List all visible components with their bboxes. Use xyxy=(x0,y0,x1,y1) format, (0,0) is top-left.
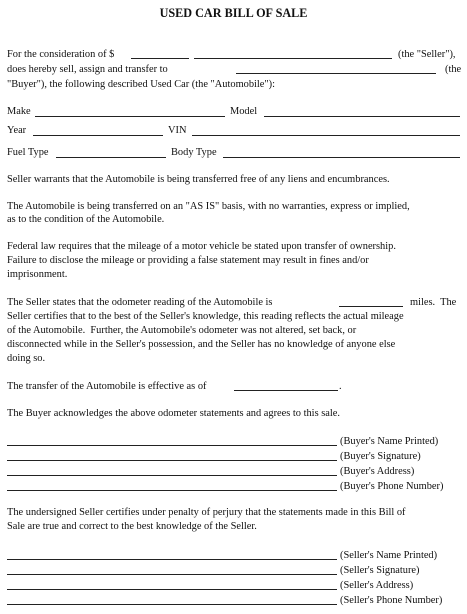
intro-line1-suffix: (the "Seller"), xyxy=(398,49,456,60)
body-type-field[interactable] xyxy=(223,157,460,158)
federal-line1: Federal law requires that the mileage of a motor vehicle be stated upon transfer of ownership. xyxy=(7,241,396,252)
model-label: Model xyxy=(230,106,258,117)
odometer-reading-field[interactable] xyxy=(339,306,403,307)
make-field[interactable] xyxy=(35,116,225,117)
intro-line1-prefix: For the consideration of $ xyxy=(7,49,115,60)
as-is-line1: The Automobile is being transferred on an "AS IS" basis, with no warranties, express or implied, xyxy=(7,201,410,212)
effective-date-field[interactable] xyxy=(234,390,338,391)
buyer-signature-line[interactable] xyxy=(7,460,337,461)
odometer-line3: of the Automobile. Further, the Automobile's odometer was not altered, set back, or xyxy=(7,325,357,336)
seller-phone-line[interactable] xyxy=(7,604,337,605)
intro-line2-prefix: does hereby sell, assign and transfer to xyxy=(7,64,168,75)
as-is-line2: as to the condition of the Automobile. xyxy=(7,214,165,225)
seller-phone-label: (Seller's Phone Number) xyxy=(340,595,443,606)
intro-line3: "Buyer"), the following described Used Car (the "Automobile"): xyxy=(7,79,276,90)
odometer-line5: doing so. xyxy=(7,353,46,364)
vin-field[interactable] xyxy=(192,135,460,136)
model-field[interactable] xyxy=(264,116,460,117)
odometer-line4: disconnected while in the Seller's possession, and the Seller has no knowledge of anyone else xyxy=(7,339,396,350)
make-label: Make xyxy=(7,106,31,117)
seller-certification-line1: The undersigned Seller certifies under penalty of perjury that the statements made in this Bill of xyxy=(7,507,406,518)
buyer-phone-line[interactable] xyxy=(7,490,337,491)
odometer-line1-suffix: miles. The xyxy=(410,297,457,308)
seller-name-line[interactable] xyxy=(7,559,337,560)
seller-address-line[interactable] xyxy=(7,589,337,590)
odometer-line1-prefix: The Seller states that the odometer reading of the Automobile is xyxy=(7,297,273,308)
consideration-amount-field[interactable] xyxy=(131,58,189,59)
vin-label: VIN xyxy=(168,125,187,136)
buyer-signature-label: (Buyer's Signature) xyxy=(340,451,421,462)
seller-address-label: (Seller's Address) xyxy=(340,580,414,591)
buyer-address-line[interactable] xyxy=(7,475,337,476)
seller-signature-line[interactable] xyxy=(7,574,337,575)
odometer-line2: Seller certifies that to the best of the Seller's knowledge, this reading reflects the actual mileage xyxy=(7,311,404,322)
liens-paragraph: Seller warrants that the Automobile is being transferred free of any liens and encumbrances. xyxy=(7,174,390,185)
federal-line3: imprisonment. xyxy=(7,269,68,280)
buyer-name-label: (Buyer's Name Printed) xyxy=(340,436,439,447)
seller-signature-label: (Seller's Signature) xyxy=(340,565,420,576)
effective-date-prefix: The transfer of the Automobile is effective as of xyxy=(7,381,207,392)
year-label: Year xyxy=(7,125,27,136)
fuel-type-label: Fuel Type xyxy=(7,147,49,158)
fuel-type-field[interactable] xyxy=(56,157,166,158)
year-field[interactable] xyxy=(33,135,163,136)
effective-date-suffix: . xyxy=(339,381,342,392)
seller-certification-line2: Sale are true and correct to the best knowledge of the Seller. xyxy=(7,521,257,532)
seller-name-label: (Seller's Name Printed) xyxy=(340,550,438,561)
document-title: USED CAR BILL OF SALE xyxy=(159,6,308,20)
buyer-name-line[interactable] xyxy=(7,445,337,446)
buyer-acknowledgement: The Buyer acknowledges the above odometer statements and agrees to this sale. xyxy=(7,408,340,419)
buyer-name-field[interactable] xyxy=(236,73,436,74)
seller-name-field[interactable] xyxy=(194,58,392,59)
intro-line2-suffix: (the xyxy=(445,64,462,75)
buyer-phone-label: (Buyer's Phone Number) xyxy=(340,481,444,492)
buyer-address-label: (Buyer's Address) xyxy=(340,466,415,477)
federal-line2: Failure to disclose the mileage or providing a false statement may result in fines and/or xyxy=(7,255,369,266)
body-type-label: Body Type xyxy=(171,147,217,158)
